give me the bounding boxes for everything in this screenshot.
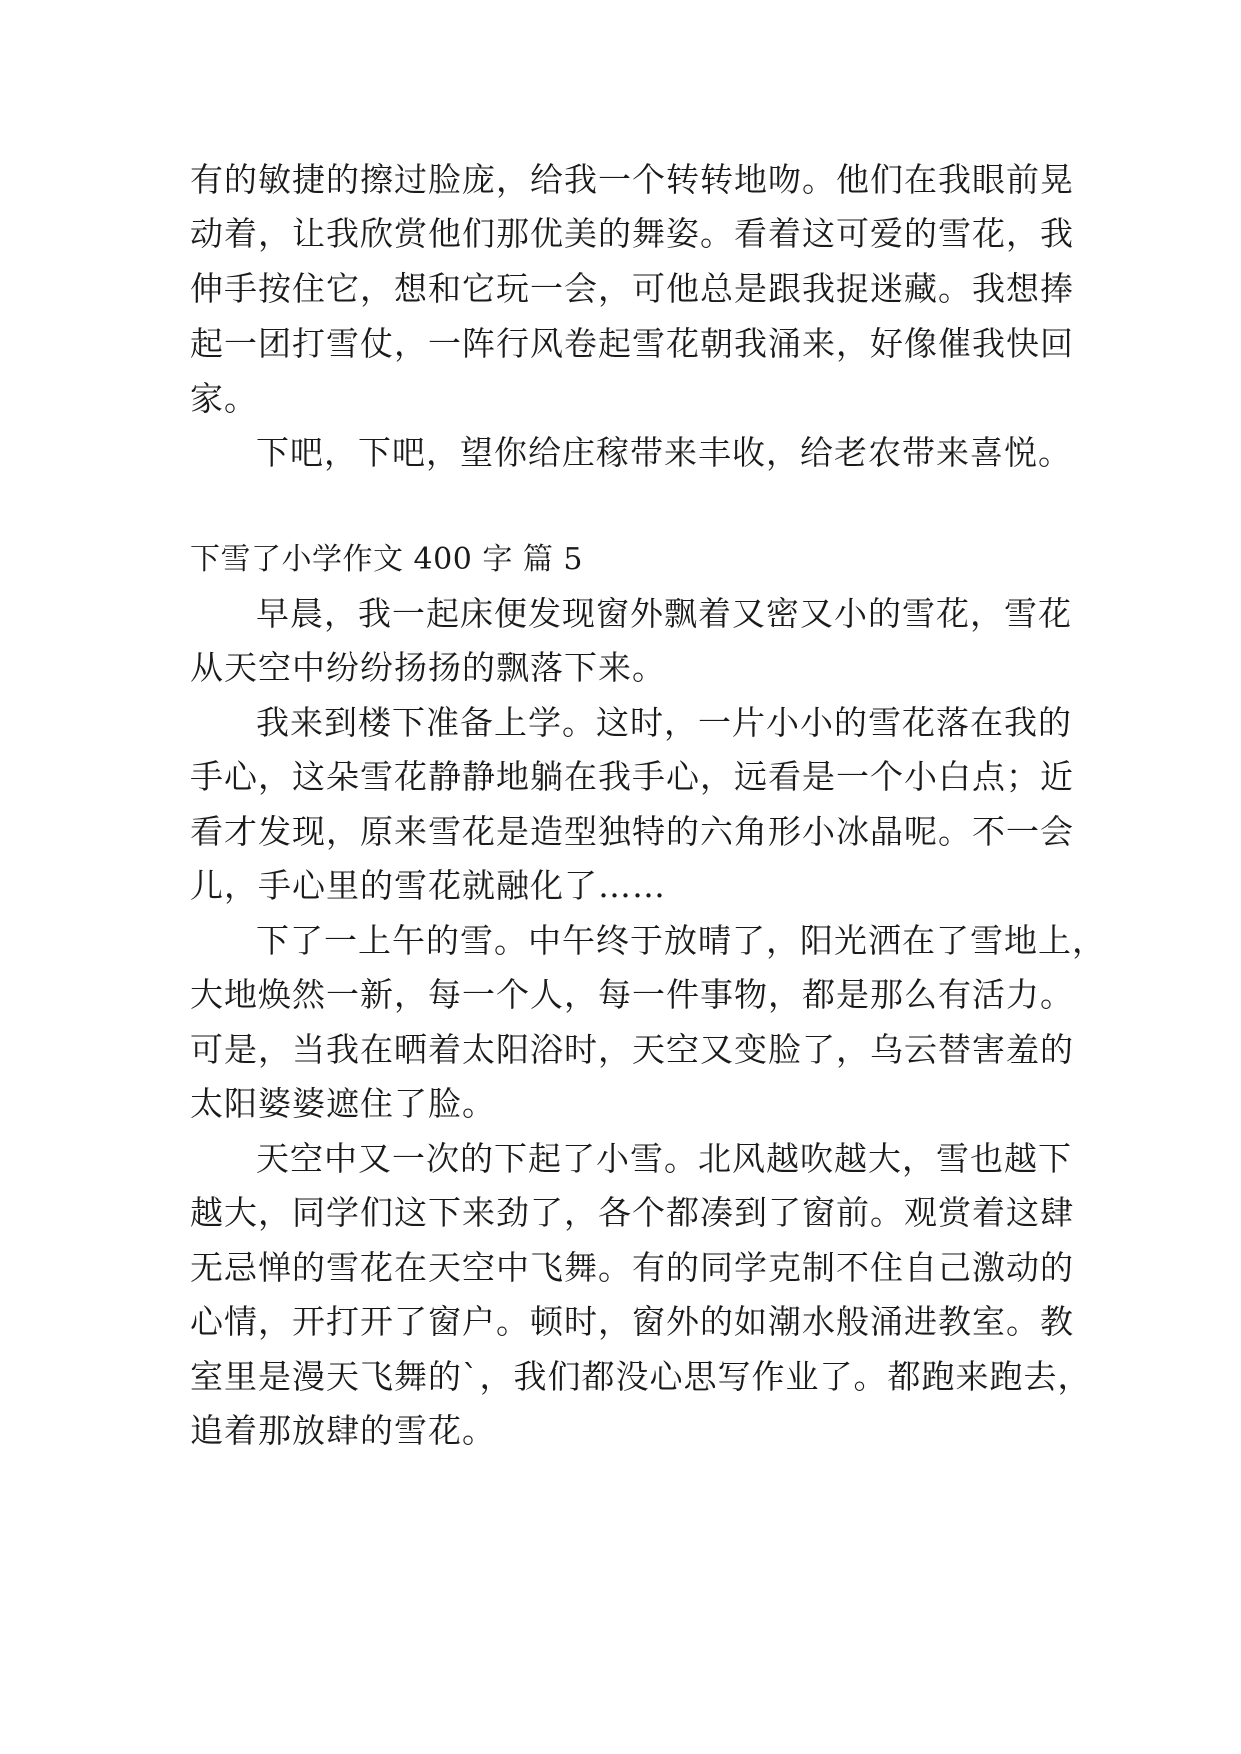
- section-heading: 下雪了小学作文 400 字 篇 5: [190, 542, 583, 577]
- text-line: 下了一上午的雪。中午终于放晴了，阳光洒在了雪地上，: [256, 921, 1106, 960]
- text-line: 手心，这朵雪花静静地躺在我手心，远看是一个小白点；近: [190, 757, 1074, 796]
- text-line: 伸手按住它，想和它玩一会，可他总是跟我捉迷藏。我想捧: [190, 269, 1074, 308]
- text-line: 心情，开打开了窗户。顿时，窗外的如潮水般涌进教室。教: [190, 1302, 1074, 1341]
- text-line: 室里是漫天飞舞的`，我们都没心思写作业了。都跑来跑去，: [190, 1357, 1092, 1396]
- text-line: 天空中又一次的下起了小雪。北风越吹越大，雪也越下: [256, 1139, 1072, 1178]
- text-line: 家。: [190, 379, 258, 418]
- text-line: 太阳婆婆遮住了脸。: [190, 1084, 496, 1123]
- text-line: 起一团打雪仗，一阵行风卷起雪花朝我涌来，好像催我快回: [190, 324, 1074, 363]
- closing-line: 下吧，下吧，望你给庄稼带来丰收，给老农带来喜悦。: [256, 433, 1072, 472]
- text-line: 早晨，我一起床便发现窗外飘着又密又小的雪花，雪花: [256, 594, 1072, 633]
- text-line: 看才发现，原来雪花是造型独特的六角形小冰晶呢。不一会: [190, 812, 1074, 851]
- text-line: 追着那放肆的雪花。: [190, 1411, 496, 1450]
- text-line: 有的敏捷的擦过脸庞，给我一个转转地吻。他们在我眼前晃: [190, 160, 1074, 199]
- text-line: 从天空中纷纷扬扬的飘落下来。: [190, 648, 666, 687]
- text-line: 儿，手心里的雪花就融化了……: [190, 866, 666, 905]
- text-line: 动着，让我欣赏他们那优美的舞姿。看着这可爱的雪花，我: [190, 214, 1074, 253]
- text-line: 越大，同学们这下来劲了，各个都凑到了窗前。观赏着这肆: [190, 1193, 1074, 1232]
- text-line: 我来到楼下准备上学。这时，一片小小的雪花落在我的: [256, 703, 1072, 742]
- text-line: 可是，当我在晒着太阳浴时，天空又变脸了，乌云替害羞的: [190, 1030, 1074, 1069]
- text-line: 大地焕然一新，每一个人，每一件事物，都是那么有活力。: [190, 975, 1074, 1014]
- text-line: 无忌惮的雪花在天空中飞舞。有的同学克制不住自己激动的: [190, 1248, 1074, 1287]
